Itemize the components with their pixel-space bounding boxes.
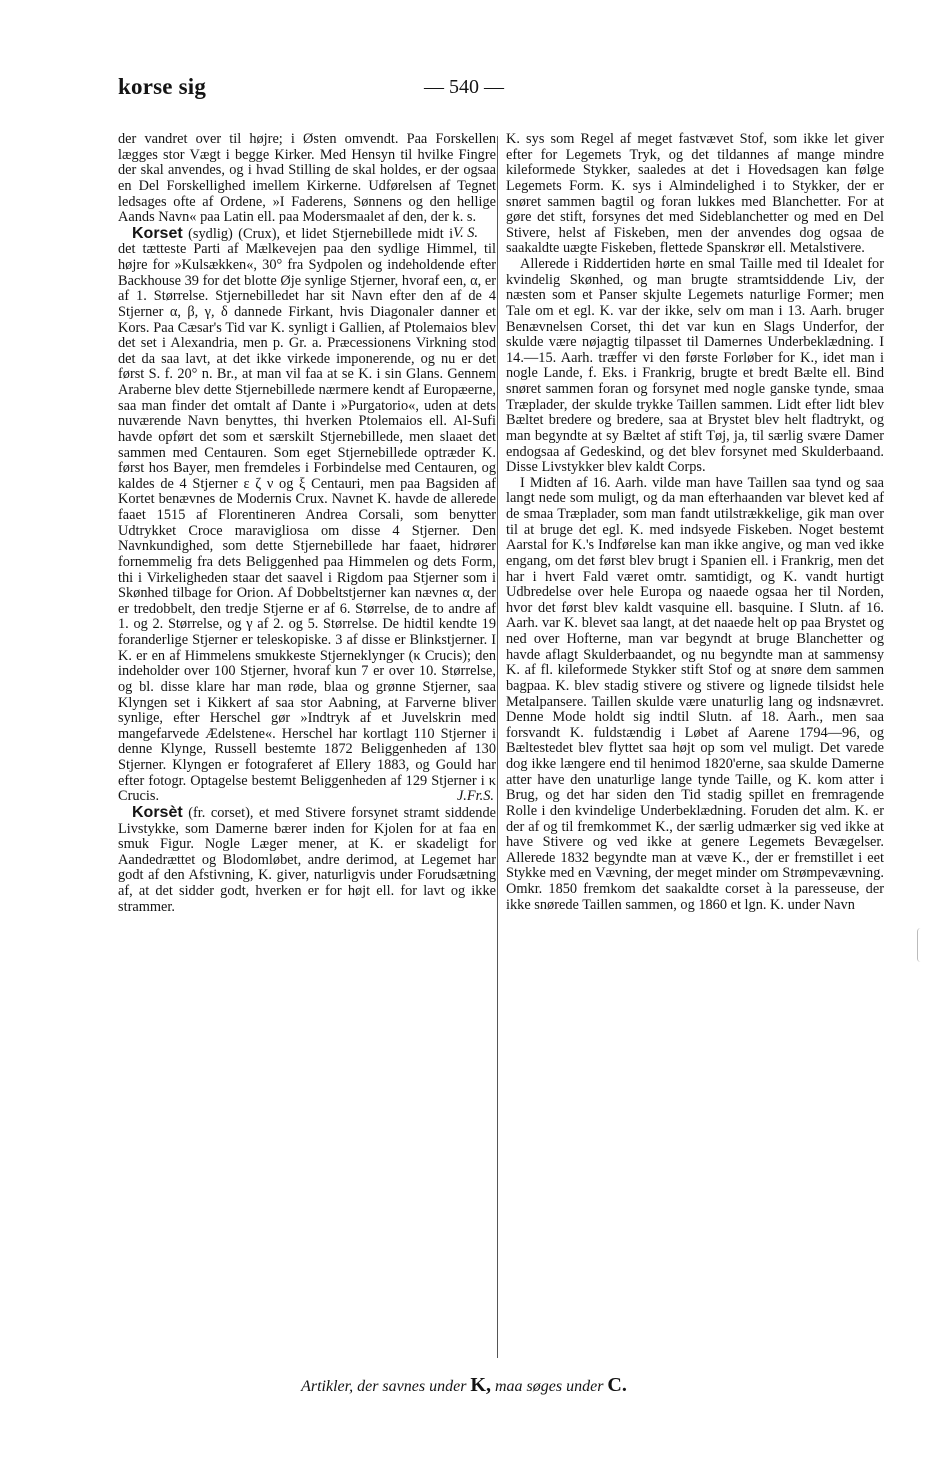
margin-mark — [917, 928, 924, 962]
paragraph: Allerede i Riddertiden hørte en smal Taille med til Idealet for kvindelig Skønhed, og man brugte stramtsiddende Liv, der næsten som et Panser skjulte Legemets naturlige Former; men Tale om et egl. K. var der ikke, selv om man i 13. Aarh. bruger Benævnelsen Corset, thi det var kun en Slags Underfor, der skulde være nøjagtig tilpasset til Damernes Underbeklædning. I 14.—15. Aarh. træffer vi den første Forløber for K., idet man i nogle Lande, f. Eks. i Frankrig, brugte et bredt Bælte ell. Bind snøret sammen foran og forsynet med nogle ganske tynde, smaa Træplader, der skulde trykke Taillen sammen. Lidt efter lidt blev Bæltet bredere og bredere, saa at Brystet blev helt fladtrykt, og man begyndte at sy Bæltet af stift Tøj, ja, til særlig svære Damer endogsaa af Gedeskind, og det blev forsynet med Skulderbaand. Disse Livstykker blev kaldt Corps. — [506, 256, 884, 476]
footer-text-before: Artikler, der savnes under — [301, 1378, 467, 1395]
running-head-word: korse sig — [118, 74, 207, 99]
article-korset-corset — [118, 805, 496, 915]
footer-text-middle: maa søges under — [494, 1378, 604, 1395]
footer-letter-c: C. — [607, 1374, 627, 1396]
headword: Korset — [132, 224, 183, 242]
article-korset-constellation — [118, 226, 496, 805]
author-signature: J.Fr.S. — [456, 788, 494, 805]
paragraph: K. sys som Regel af meget fastvævet Stof, som ikke let giver efter for Legemets Tryk, og det tildannes af mange mindre kileformede Stykker, saaledes at det i Hovedsagen kan følge Legemets Form. K. sys i Almindelighed i to Stykker, der er snøret sammen bagtil og foran lukkes med Blanchetter. For at gøre det stift, forsynes det med Sideblanchetter og med en Del Stivere, helst af Fiskeben, men der anvendes dog ogsaa de saakaldte uægte Fiskeben, flettede Spanskrør ell. Metalstivere. — [506, 131, 884, 257]
page-number: — 540 — — [424, 76, 504, 98]
author-signature: V. S. — [453, 224, 478, 241]
article-text: (sydlig) (Crux), et lidet Stjernebillede midt i det tætteste Parti af Mælkevejen paa den sydlige Himmel, til højre for »Kulsækken«, 30° fra Sydpolen og indeholdende efter Backhouse 39 for det blotte Øje synlige Stjerner, hvoraf een, α, er af 1. Størrelse. Stjernebilledet har sit Navn efter den af de 4 Stjerner α, β, γ, δ dannede Firkant, hvis Diagonaler danner et Kors. Paa Cæsar's Tid var K. synligt i Gallien, af Ptolemaios blev det set i Alexandria, men p. Gr. a. Præcessionens Virkning stod det da saa lavt, at det ikke virkede imponerende, og nu er det først S. f. 20° n. Br., at man vil faa at se K. i sin Glans. Gennem Araberne blev dette Stjernebillede nærmere kendt af Europæerne, saa man finder det omtalt af Dante i »Purgatorio«, uden at dets nuværende Navn benyttes, thi hverken Ptolemaios ell. Al-Sufi havde opført det som et særskilt Stjernebillede, men slaaet det sammen med Centauren. Som eget Stjernebillede optræder K. først hos Bayer, men fremdeles i Forbindelse med Centauren, og kaldes de 4 Stjerner ε ζ ν og ξ Centauri, men paa Bagsiden af Kortet benævnes de Modernis Crux. Navnet K. havde de allerede faaet 1515 af Florentineren Andrea Corsali, som benytter Udtrykket Croce maravigliosa om disse 4 Stjerner. Den Navnkundighed, som dette Stjernebillede har faaet, hidrører fornemmelig fra dets Beliggenhed paa Himmelen og dets Form, thi i Virkeligheden staar det saavel i Rigdom paa Stjerner som i Skønhed tilbage for Orion. Af Dobbeltstjerner kan nævnes α, der er tredobbelt, den tredje Stjerne er af 6. Størrelse, de to andre af 1. og 2. Størrelse, og γ af 2. og 5. Størrelse. De hidtil kendte 19 foranderlige Stjerner er teleskopiske. 3 af disse er Blinkstjerner. I K. er en af Himmelens smukkeste Stjerneklynger (κ Crucis); den indeholder over 100 Stjerner, hvoraf kun 7 er over 10. Størrelse, og bl. disse klare har man røde, blaa og grønne Stjerner, saa Klyngen set i Kikkert af saa stor Aabning, at Farverne bliver synlige, efter Herschel gør »Indtryk af et Juvelskrin med mangefarvede Ædelstene«. Herschel har kortlagt 110 Stjerner i denne Klynge, Russell bestemte 1872 Beliggenheden af 130 Stjerner. Klyngen er fotograferet af Ellery 1883, og Gould har efter fotogr. Optagelse bestemt Beliggenheden af 129 Stjerner i κ Crucis. — [118, 225, 496, 805]
column-divider — [497, 136, 498, 1358]
page-footer-note — [0, 1374, 928, 1397]
left-column — [118, 132, 496, 915]
headword: Korsèt — [132, 803, 183, 821]
footer-letter-k: K, — [470, 1374, 491, 1396]
page-header — [0, 72, 928, 108]
paragraph: I Midten af 16. Aarh. vilde man have Taillen saa tynd og saa langt nede som muligt, og da man efterhaanden var blevet ked af de smaa Træplader, som man fandt utilstrækkelige, gik man over til at bruge det egl. K. med indsyede Fiskeben. Noget bestemt Aarstal for K.'s Indførelse kan man ikke angive, og man ved ikke engang, om det først blev brugt i Spanien ell. i Frankrig, men det har i hvert Fald været omtr. samtidigt, og K. vandt hurtigt Udbredelse over hele Europa og naaede ogsaa her til Norden, hvor det først blev kaldt vasquine ell. basquine. I Slutn. af 16. Aarh. var K. blevet saa langt, at det naaede helt op paa Brystet og ned over Hofterne, man var begyndt at bruge Blanchetter og havde aflagt Skulderbaandet, og nu begyndte man at sammensy K. af fl. kileformede Stykker stift Stof og at snøre dem sammen bagpaa. K. blev stadig stivere og stivere og lignede tilsidst hele Metalpansere. Taillen skulde være unaturlig lang og indsnævret. Denne Mode holdt sig indtil Slutn. af 18. Aarh., men saa forsvandt K. fuldstændig i Løbet af Aarene 1794—96, og Bæltestedet blev flyttet saa højt op som vel muligt. Det varede dog ikke længere end til henimod 1820'erne, saa skulde Damerne atter have den unaturlige lange tynde Taille, og K. kom atter i Brug, og det har siden den Tid stadig spillet en fremragende Rolle i den kvindelige Underbeklædning. Foruden det alm. K. er der af og til fremkommet K., der særlig udmærker sig ved ikke at have Stivere og ved ikke at genere Legemets Bevægelser. Allerede 1832 begyndte man at væve K., der er fremstillet i eet Stykke med en Vævning, der meget minder om Strømpevævning. Omkr. 1850 fremkom det saakaldte corset à la paresseuse, der ikke snørede Taillen sammen, og 1860 et lgn. K. under Navn — [506, 474, 884, 913]
continuation-text: der vandret over til højre; i Østen omvendt. Paa Forskellen lægges stor Vægt i begge Kirker. Med Hensyn til hvilke Fingre der skal anvendes, og i hvad Stilling de skal holdes, er der ogsaa en Del Forskellighed imellem Kirkerne. Udførelsen af Tegnet ledsages ofte af Ordene, »I Faderens, Sønnens og den hellige Aands Navn« paa Latin ell. paa Modersmaalet af den, der k. s. — [118, 131, 496, 226]
right-column — [506, 132, 884, 913]
article-text: (fr. corset), et med Stivere forsynet stramt siddende Livstykke, som Damerne bærer inden for Kjolen for at faa en smuk Figur. Nogle Læger mener, at K. er skadeligt for Aandedrættet og Blodomløbet, andre derimod, at Legemet har godt af den Afstivning, K. giver, naturligvis under Forudsætning af, at det sidder godt, hverken er for højt ell. for lavt og ikke strammer. — [118, 804, 496, 915]
